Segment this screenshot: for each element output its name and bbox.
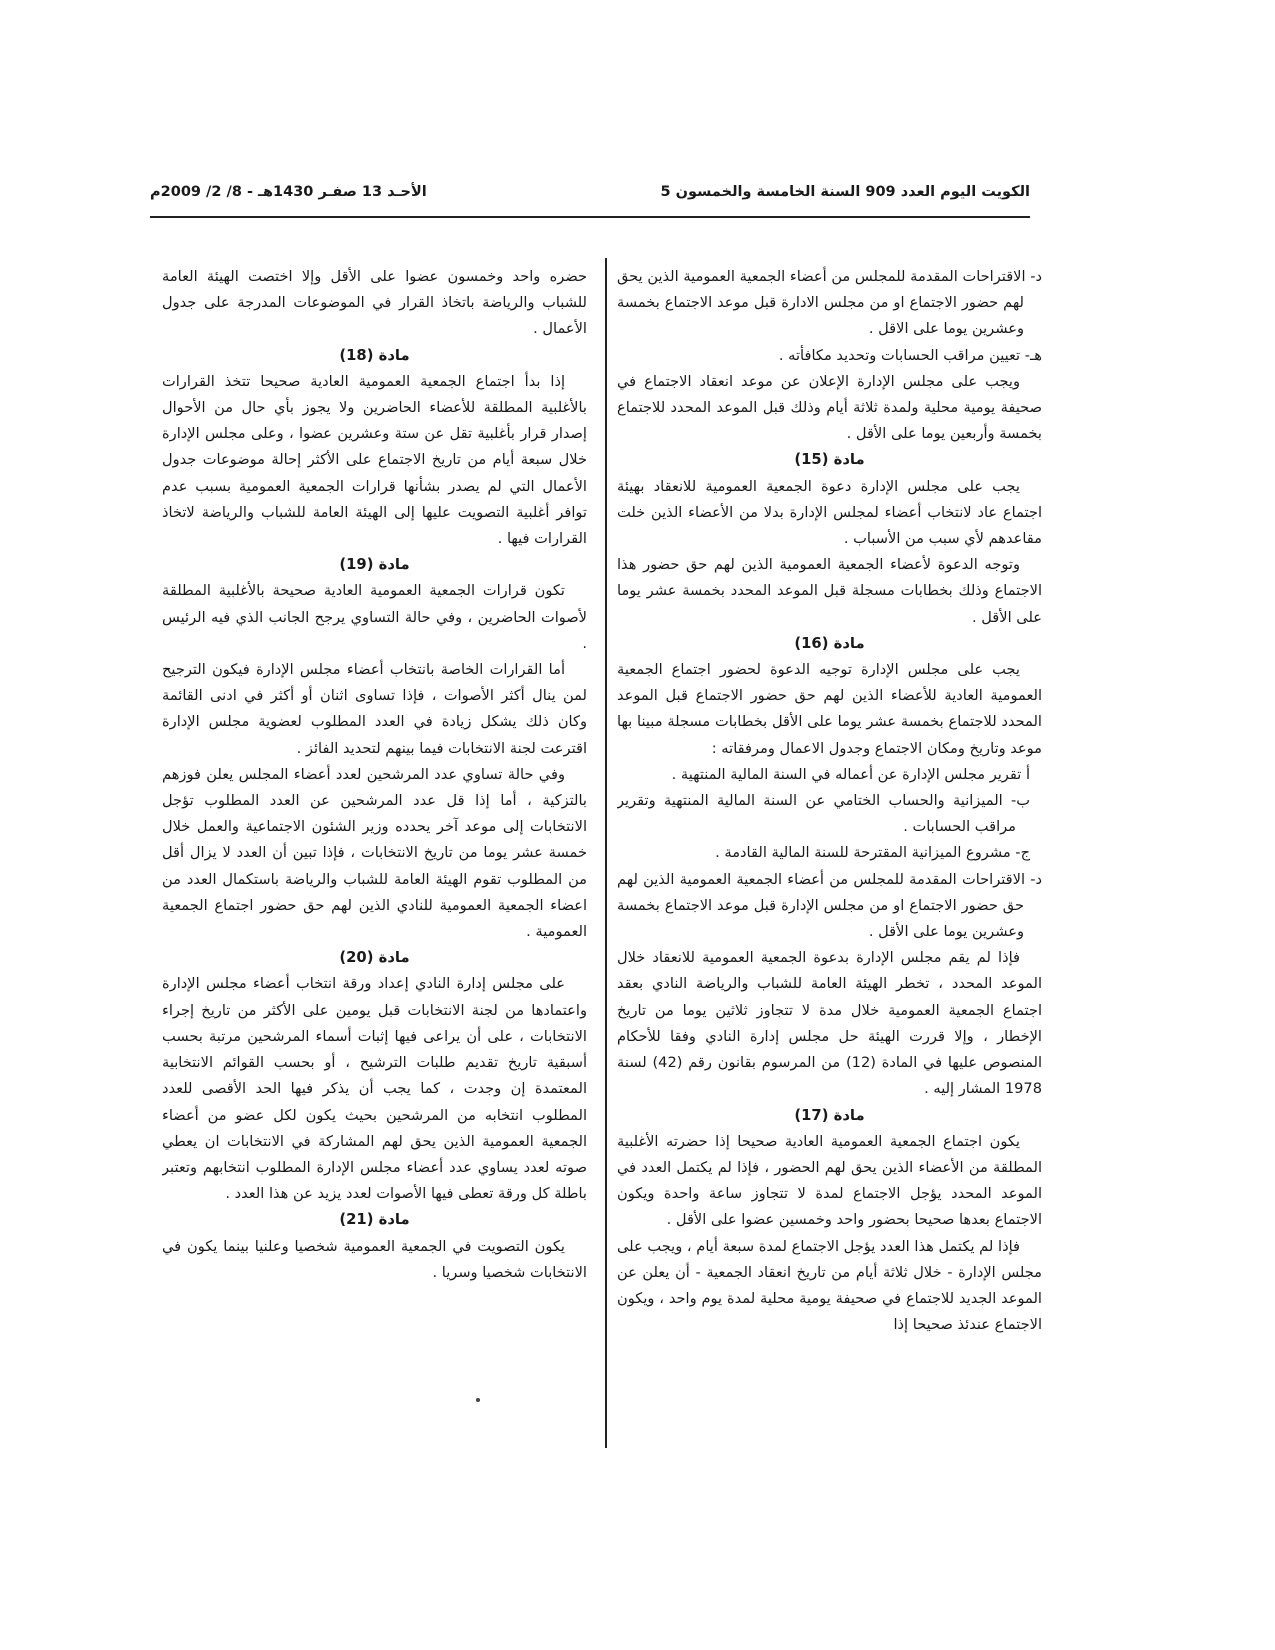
- page-header: [150, 180, 1030, 210]
- paragraph: حضره واحد وخمسون عضوا على الأقل وإلا اختصت الهيئة العامة للشباب والرياضة باتخاذ القرار في الموضوعات المدرجة على جدول الأعمال .: [162, 268, 587, 338]
- paragraph: وتوجه الدعوة لأعضاء الجمعية العمومية الذين لهم حق حضور هذا الاجتماع وذلك بخطابات مسجلة قبل الموعد المحدد بخمسة عشر يوما على الأقل .: [617, 556, 1042, 626]
- header-rule: [150, 216, 1030, 218]
- header-issue-info: الكويت اليوم العدد 909 السنة الخامسة والخمسون 5: [660, 184, 1030, 200]
- paragraph: وفي حالة تساوي عدد المرشحين لعدد أعضاء المجلس يعلن فوزهم بالتزكية ، أما إذا قل عدد المرشحين عن العدد المطلوب تؤجل الانتخابات إلى موعد آخر يحدده وزير الشئون الاجتماعية والعمل خلال خمسة عشر يوما من تاريخ الانتخابات ، فإذا تبين أن العدد لا يزال أقل من المطلوب تقوم الهيئة العامة للشباب والرياضة باستكمال العدد من اعضاء الجمعية العمومية للنادي الذين لهم حق حضور اجتماع الجمعية العمومية .: [162, 765, 587, 941]
- article-heading: مادة (18): [339, 346, 410, 364]
- scan-speck: [476, 1398, 480, 1402]
- agenda-item: أ تقرير مجلس الإدارة عن أعماله في السنة المالية المنتهية .: [671, 765, 1030, 783]
- paragraph: إذا بدأ اجتماع الجمعية العمومية العادية صحيحا تتخذ القرارات بالأغلبية المطلقة للأعضاء الحاضرين ولا يجوز بأي حال من الأحوال إصدار قرار بأغلبية تقل عن ستة وعشرين عضوا ، وعلى مجلس الإدارة خلال سبعة أيام من تاريخ الاجتماع على الأكثر إحالة موضوعات جدول الأعمال التي لم يصدر بشأنها قرارات الجمعية العمومية بسبب عدم توافر أغلبية التصويت عليها إلى الهيئة العامة للشباب والرياضة لاتخاذ القرارات فيها .: [162, 372, 587, 548]
- paragraph: فإذا لم يكتمل هذا العدد يؤجل الاجتماع لمدة سبعة أيام ، ويجب على مجلس الإدارة - خلال ثلاثة أيام من تاريخ انعقاد الجمعية - أن يعلن عن الموعد الجديد للاجتماع في صحيفة يومية محلية لمدة يوم واحد ، ويكون الاجتماع عندئذ صحيحا إذا: [617, 1237, 1042, 1334]
- list-item: د- الاقتراحات المقدمة للمجلس من أعضاء الجمعية العمومية الذين لهم حق حضور الاجتماع او من مجلس الإدارة قبل موعد الاجتماع بخمسة وعشرين يوما على الأقل .: [617, 870, 1042, 941]
- list-item: د- الاقتراحات المقدمة للمجلس من أعضاء الجمعية العمومية الذين يحق لهم حضور الاجتماع او من مجلس الادارة قبل موعد الاجتماع بخمسة وعشرين يوما على الاقل .: [617, 268, 1042, 338]
- list-item: هـ- تعيين مراقب الحسابات وتحديد مكافأته .: [778, 346, 1042, 364]
- paragraph: ويجب على مجلس الإدارة الإعلان عن موعد انعقاد الاجتماع في صحيفة يومية محلية ولمدة ثلاثة أيام وذلك قبل الموعد المحدد للاجتماع بخمسة وأربعين يوما على الأقل .: [617, 372, 1042, 443]
- paragraph: على مجلس إدارة النادي إعداد ورقة انتخاب أعضاء مجلس الإدارة واعتمادها من لجنة الانتخابات قبل يومين على الأكثر من تاريخ إجراء الانتخابات ، على أن يراعى فيها إثبات أسماء المرشحين مرتبة بحسب أسبقية تاريخ تقديم طلبات الترشيح ، أو بحسب القوائم الانتخابية المعتمدة إن وجدت ، كما يجب أن يذكر فيها الحد الأقصى للعدد المطلوب انتخابه من المرشحين بحيث يكون لكل عضو من أعضاء الجمعية العمومية الذين يحق لهم المشاركة في الانتخابات ان يعطي صوته لعدد يساوي عدد أعضاء مجلس الإدارة المطلوب انتخابهم وتعتبر باطلة كل ورقة تعطى فيها الأصوات لعدد يزيد عن هذا العدد .: [162, 975, 587, 1203]
- article-heading: مادة (16): [794, 634, 865, 652]
- article-heading: مادة (19): [339, 556, 410, 574]
- agenda-item: ب- الميزانية والحساب الختامي عن السنة المالية المنتهية وتقرير مراقب الحسابات .: [617, 792, 1030, 836]
- paragraph: يكون التصويت في الجمعية العمومية شخصيا وعلنيا بينما يكون في الانتخابات شخصيا وسريا .: [162, 1237, 587, 1281]
- article-heading: مادة (20): [339, 949, 410, 967]
- header-date: الأحـد 13 صفـر 1430هـ - 8/ 2/ 2009م: [150, 184, 427, 200]
- paragraph: يجب على مجلس الإدارة توجيه الدعوة لحضور اجتماع الجمعية العمومية العادية للأعضاء الذين لهم حق حضور الاجتماع قبل الموعد المحدد للاجتماع بخمسة عشر يوما على الأقل بخطابات مسجلة مبينا بها موعد وتاريخ ومكان الاجتماع وجدول الاعمال ومرفقاته :: [617, 661, 1042, 757]
- article-heading: مادة (21): [339, 1211, 410, 1229]
- article-heading: مادة (15): [794, 451, 865, 469]
- article-heading: مادة (17): [794, 1106, 865, 1124]
- column-divider: [605, 258, 607, 1448]
- paragraph: تكون قرارات الجمعية العمومية العادية صحيحة بالأغلبية المطلقة لأصوات الحاضرين ، وفي حالة التساوي يرجح الجانب الذي فيه الرئيس .: [162, 582, 587, 652]
- paragraph: يكون اجتماع الجمعية العمومية العادية صحيحا إذا حضرته الأغلبية المطلقة من الأعضاء الذين يحق لهم الحضور ، فإذا لم يكتمل العدد في الموعد المحدد يؤجل الاجتماع لمدة لا تتجاوز ساعة واحدة ويكون الاجتماع بعدها صحيحا بحضور واحد وخمسين عضوا على الأقل .: [617, 1132, 1042, 1229]
- paragraph: فإذا لم يقم مجلس الإدارة بدعوة الجمعية العمومية للانعقاد خلال الموعد المحدد ، تخطر الهيئة العامة للشباب والرياضة النادي بعقد اجتماع الجمعية العمومية خلال مدة لا تتجاوز ثلاثين يوما من تاريخ الإخطار ، وإلا قررت الهيئة حل مجلس إدارة النادي وفقا للأحكام المنصوص عليها في المادة (12) من المرسوم بقانون رقم (42) لسنة 1978 المشار إليه .: [617, 949, 1042, 1098]
- left-column: [162, 264, 587, 1444]
- agenda-item: ج- مشروع الميزانية المقترحة للسنة المالية القادمة .: [715, 844, 1030, 862]
- paragraph: يجب على مجلس الإدارة دعوة الجمعية العمومية للانعقاد بهيئة اجتماع عاد لانتخاب أعضاء لمجلس الإدارة بدلا من الأعضاء الذين خلت مقاعدهم لأي سبب من الأسباب .: [617, 477, 1042, 548]
- right-column: [617, 264, 1042, 1444]
- paragraph: أما القرارات الخاصة بانتخاب أعضاء مجلس الإدارة فيكون الترجيح لمن ينال أكثر الأصوات ، فإذا تساوى اثنان أو أكثر في ادنى القائمة وكان ذلك يشكل زيادة في العدد المطلوب لعضوية مجلس الإدارة اقترعت لجنة الانتخابات فيما بينهم لتحديد الفائز .: [162, 661, 587, 757]
